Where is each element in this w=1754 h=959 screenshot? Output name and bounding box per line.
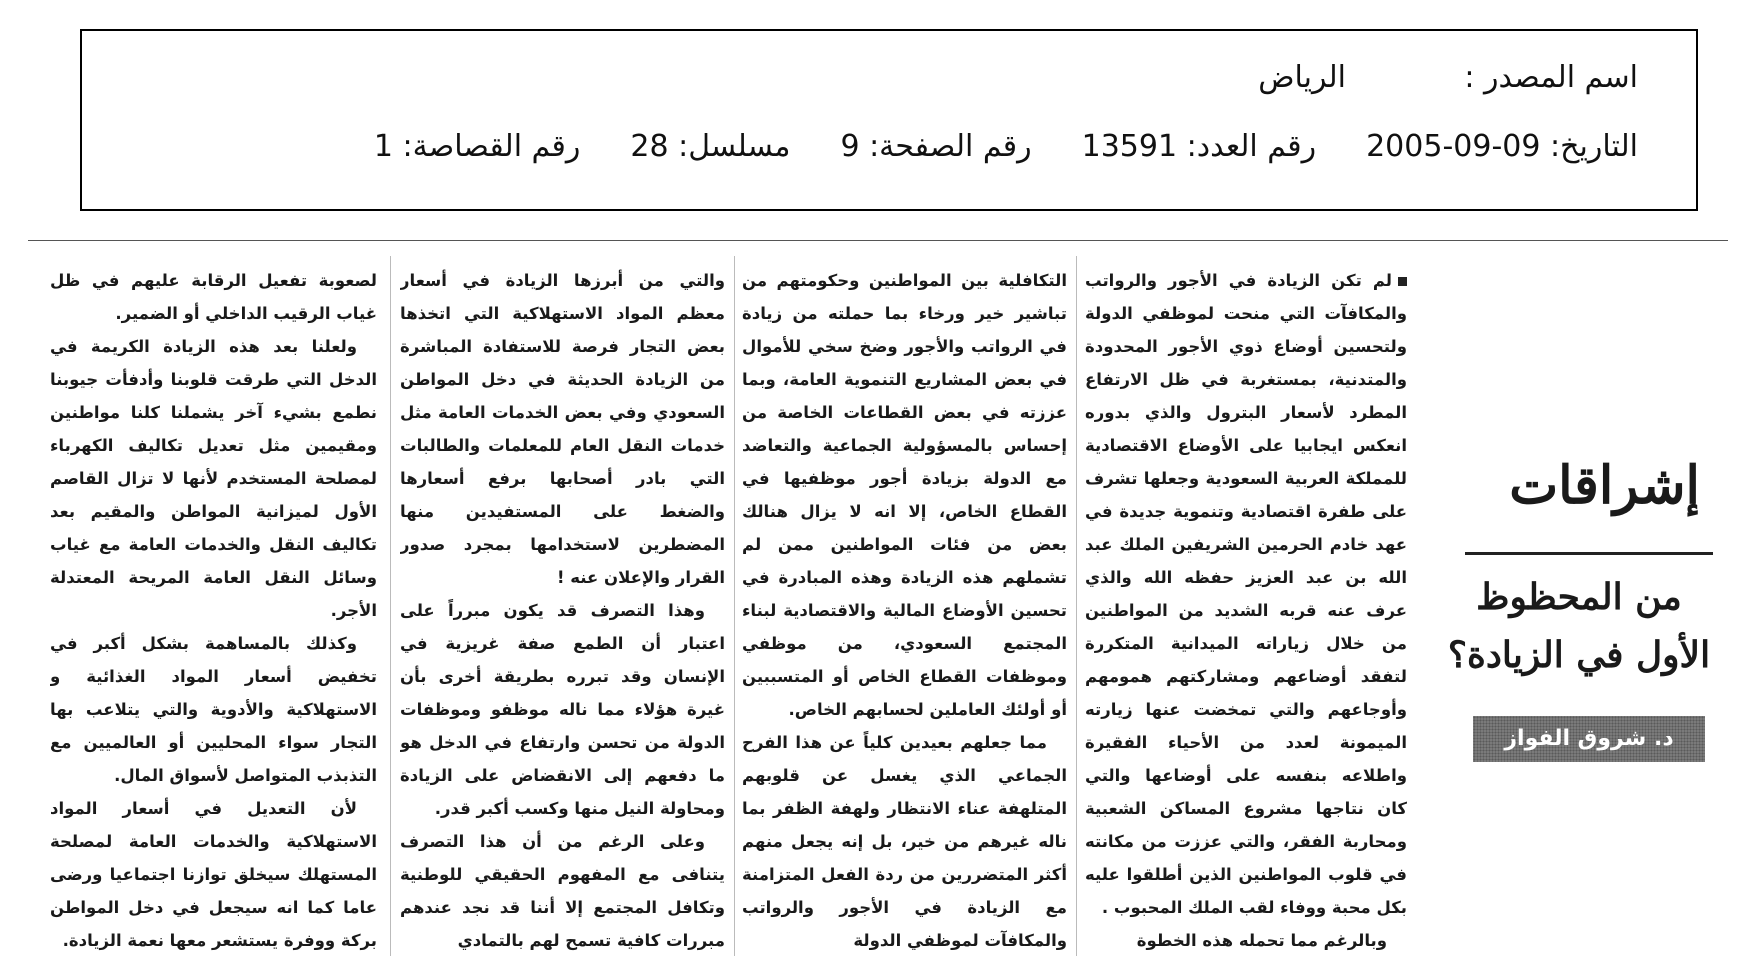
article-headline: من المحظوظ الأول في الزيادة؟ — [1447, 576, 1711, 676]
paragraph: والتي من أبرزها الزيادة في أسعار معظم المواد الاستهلاكية التي اتخذها بعض التجار فرصة للاستفادة المباشرة من الزيادة الحديثة في دخل المواطن السعودي وفي بعض الخدمات العامة مثل خدمات النقل العام للمعلمات والطالبات التي بادر أصحابها برفع أسعارها والضغط على المستفيدين منها المضطرين لاستخدامها بمجرد صدور القرار والإعلان عنه ! — [400, 271, 725, 587]
article-column-1 — [1085, 264, 1407, 954]
author-byline: د. شروق الفواز — [1473, 716, 1705, 762]
date-field: التاريخ: 09-09-2005 — [1366, 129, 1638, 164]
source-label: اسم المصدر : — [1464, 60, 1638, 95]
paragraph: وعلى الرغم من أن هذا التصرف يتنافى مع المفهوم الحقيقي للوطنية وتكافل المجتمع إلا أننا قد نجد عندهم مبررات كافية تسمح لهم بالتمادي — [400, 832, 725, 950]
article-top-rule — [28, 240, 1728, 241]
paragraph: وكذلك بالمساهمة بشكل أكبر في تخفيض أسعار المواد الغذائية و الاستهلاكية والأدوية والتي يتلاعب بها التجار سواء المحليين أو العالميين مع التذبذب المتواصل لأسواق المال. — [50, 634, 377, 785]
paragraph: وهذا التصرف قد يكون مبرراً على اعتبار أن الطمع صفة غريزية في الإنسان وقد تبرره بطريقة أخرى بأن غيرة هؤلاء مما ناله موظفو وموظفات الدولة من تحسن وارتفاع في الدخل هو ما دفعهم إلى الانقضاض على الزيادة ومحاولة النيل منها وكسب أكبر قدر. — [400, 601, 725, 818]
article-column-4 — [50, 264, 377, 954]
column-section-name: إشراقات — [1509, 455, 1700, 516]
paragraph: لم تكن الزيادة في الأجور والرواتب والمكافآت التي منحت لموظفي الدولة ولتحسين أوضاع ذوي الأجور المحدودة والمتدنية، بمستغربة في ظل الارتفاع المطرد لأسعار البترول والذي بدوره انعكس ايجابيا على الأوضاع الاقتصادية للمملكة العربية السعودية وجعلها تشرف على طفرة اقتصادية وتنموية جديدة في عهد خادم الحرمين الشريفين الملك عبد الله بن عبد العزيز حفظه الله والذي عرف عنه قربه الشديد من المواطنين من خلال زياراته الميدانية المتكررة لتفقد أوضاعهم ومشاركتهم همومهم وأوجاعهم والتي تمخضت عنها زيارته الميمونة لعدد من الأحياء الفقيرة واطلاعه بنفسه على أوضاعها والتي كان نتاجها مشروع المساكن الشعبية ومحاربة الفقر، والتي عززت من مكانته في قلوب المواطنين الذين أطلقوا عليه بكل محبة ووفاء لقب الملك المحبوب . — [1085, 271, 1407, 917]
column-separator — [390, 256, 391, 956]
clip-number-field: رقم القصاصة: 1 — [373, 129, 581, 164]
section-divider — [1465, 552, 1713, 555]
column-separator — [734, 256, 735, 956]
issue-number-field: رقم العدد: 13591 — [1081, 129, 1317, 164]
paragraph: لأن التعديل في أسعار المواد الاستهلاكية والخدمات العامة لمصلحة المستهلك سيخلق توازنا اجتماعيا ورضى عاما كما انه سيجعل في دخل المواطن بركة ووفرة يستشعر معها نعمة الزيادة. — [50, 799, 377, 950]
paragraph: مما جعلهم بعيدين كلياً عن هذا الفرح الجماعي الذي يغسل عن قلوبهم المتلهفة عناء الانتظار ولهفة الظفر بما ناله غيرهم من خير، بل إنه يجعل منهم أكثر المتضررين من ردة الفعل المتزامنة مع الزيادة في الأجور والرواتب والمكافآت لموظفي الدولة — [742, 733, 1067, 950]
article-column-2 — [742, 264, 1067, 954]
column-separator — [1076, 256, 1077, 956]
page-number-field: رقم الصفحة: 9 — [840, 129, 1032, 164]
paragraph: وبالرغم مما تحمله هذه الخطوة — [1136, 931, 1387, 950]
details-row — [374, 129, 1638, 164]
serial-field: مسلسل: 28 — [630, 129, 791, 164]
source-row — [1258, 60, 1638, 95]
paragraph: التكافلية بين المواطنين وحكومتهم من تباشير خير ورخاء بما حملته من زيادة في الرواتب والأجور وضخ سخي للأموال في بعض المشاريع التنموية العامة، وبما عززته في بعض القطاعات الخاصة من إحساس بالمسؤولية الجماعية والتعاضد مع الدولة بزيادة أجور موظفيها في القطاع الخاص، إلا انه لا يزال هنالك بعض من فئات المواطنين ممن لم تشملهم هذه الزيادة وهذه المبادرة في تحسين الأوضاع المالية والاقتصادية لبناء المجتمع السعودي، من موظفي وموظفات القطاع الخاص أو المتسببين أو أولئك العاملين لحسابهم الخاص. — [742, 271, 1067, 719]
paragraph: لصعوبة تفعيل الرقابة عليهم في ظل غياب الرقيب الداخلي أو الضمير. — [50, 271, 377, 323]
source-metadata-box — [80, 29, 1698, 211]
paragraph: ولعلنا بعد هذه الزيادة الكريمة في الدخل التي طرقت قلوبنا وأدفأت جيوبنا نطمع بشيء آخر يشملنا كلنا مواطنين ومقيمين مثل تعديل تكاليف الكهرباء لمصلحة المستخدم لأنها لا تزال القاصم الأول لميزانية المواطن والمقيم بعد تكاليف النقل والخدمات العامة مع غياب وسائل النقل العامة المريحة المعتدلة الأجر. — [50, 337, 377, 620]
article-column-3 — [400, 264, 725, 954]
bullet-square-icon — [1398, 277, 1407, 286]
source-value: الرياض — [1258, 60, 1346, 95]
